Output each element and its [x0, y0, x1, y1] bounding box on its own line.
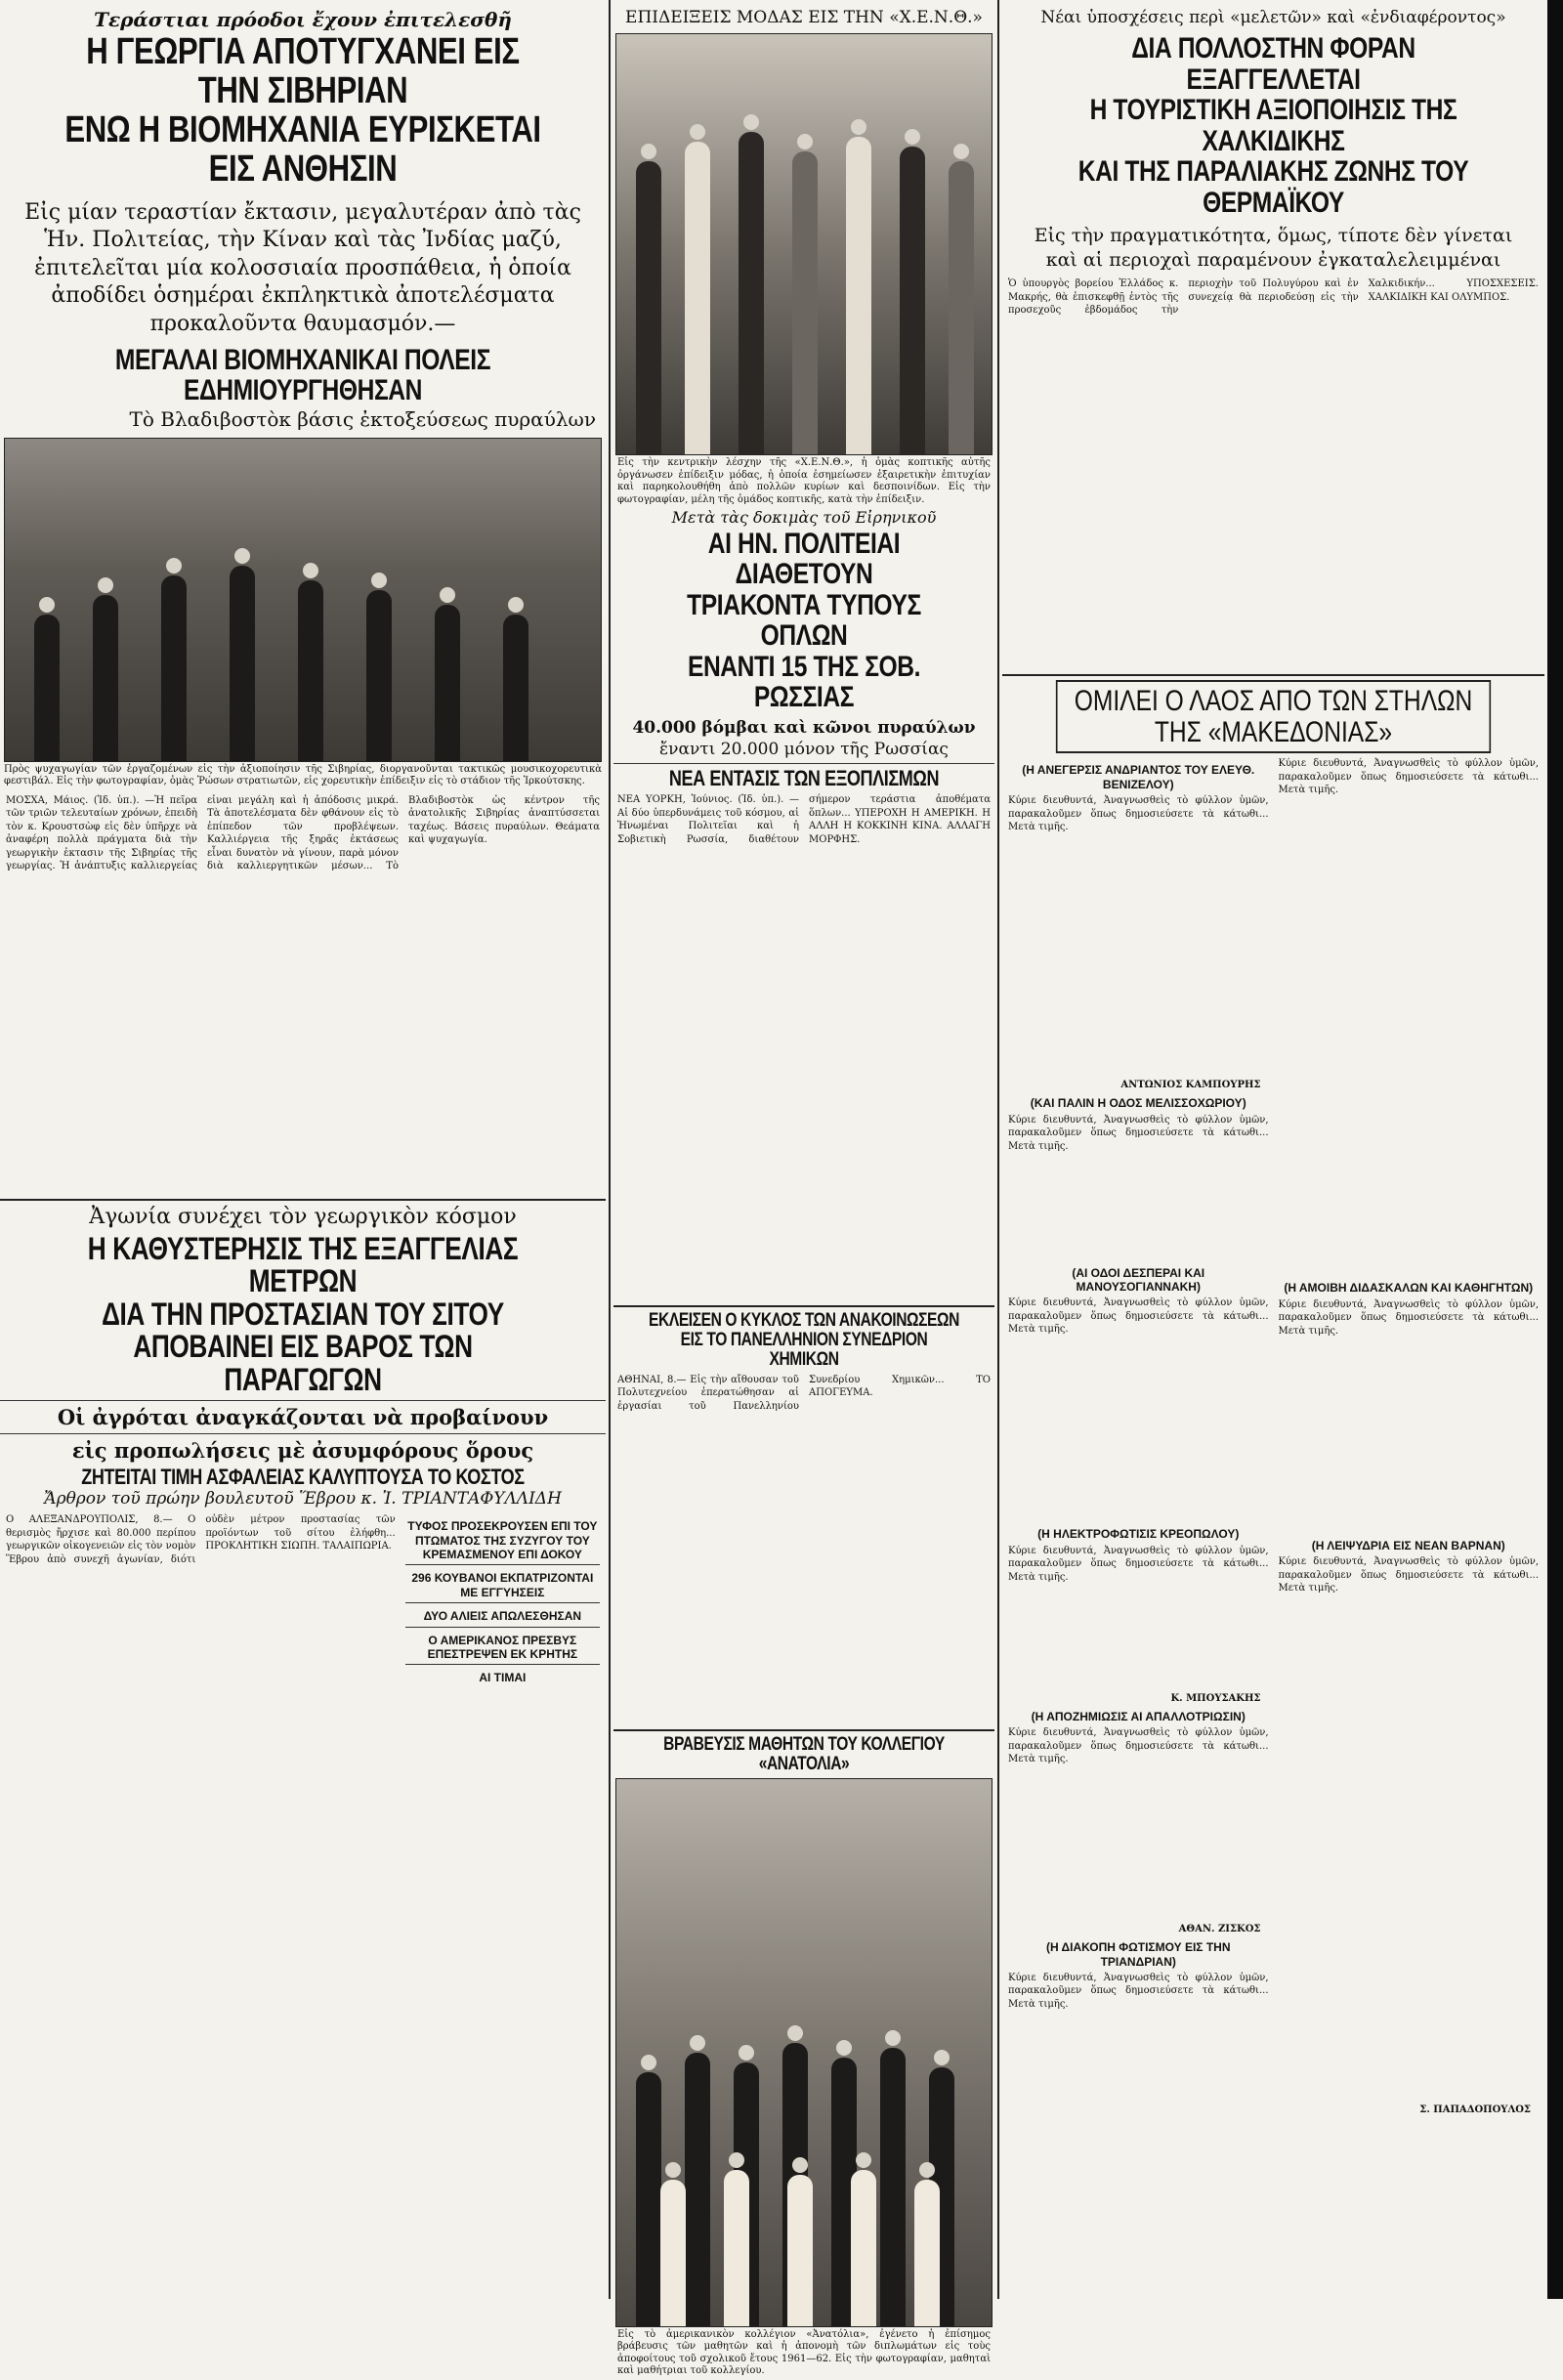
article-weapons-body: ΝΕΑ ΥΟΡΚΗ, Ἰούνιος. (Ἰδ. ὑπ.). — Αἱ δύο ὑπερδυνάμεις τοῦ κόσμου, αἱ Ἡνωμέναι Πολιτεῖαι καὶ ἡ Σοβιετικὴ Ρωσσία, διαθέτουν σήμερον τεράστια ἀποθέματα ὅπλων... ΥΠΕΡΟΧΗ Η ΑΜΕΡΙΚΗ. Η ΑΛΛΗ Η ΚΟΚΚΙΝΗ ΚΙΝΑ. ΑΛΛΑΓΗ ΜΟΡΦΗΣ. [617, 794, 991, 845]
kicker-siberia: Τεράστιαι πρόοδοι ἔχουν ἐπιτελεσθῆ [94, 8, 512, 31]
letters-list-body: Κύριε διευθυντά, Ἀναγνωσθεὶς τὸ φύλλον ὑμῶν, παρακαλοῦμεν ὅπως δημοσιεύσετε τὰ κάτωθι... Μετὰ τιμῆς. [1278, 758, 1539, 796]
right-column [1002, 0, 1544, 2299]
headline-tourism-3: ΚΑΙ ΤΗΣ ΠΑΡΑΛΙΑΚΗΣ ΖΩΝΗΣ ΤΟΥ ΘΕΡΜΑΪΚΟΥ [1077, 155, 1469, 219]
headline-readers-letters: ΟΜΙΛΕΙ Ο ΛΑΟΣ ΑΠΟ ΤΩΝ ΣΤΗΛΩΝ ΤΗΣ «ΜΑΚΕΔΟΝΙΑΣ» [1056, 680, 1491, 753]
letter-teachers-title: (Η ΑΜΟΙΒΗ ΔΙΔΑΣΚΑΛΩΝ ΚΑΙ ΚΑΘΗΓΗΤΩΝ) [1284, 1281, 1534, 1296]
letter-compensation-signature: ΑΘΑΝ. ΖΙΣΚΟΣ [1178, 1924, 1261, 1935]
letter-venizelos-body: Κύριε διευθυντά, Ἀναγνωσθεὶς τὸ φύλλον ὑμῶν, παρακαλοῦμεν ὅπως δημοσιεύσετε τὰ κάτωθι... Μετὰ τιμῆς. [1008, 795, 1269, 833]
headline-weapons-1: ΑΙ ΗΝ. ΠΟΛΙΤΕΙΑΙ ΔΙΑΘΕΤΟΥΝ [707, 527, 901, 591]
headline-wheat-2: ΔΙΑ ΤΗΝ ΠΡΟΣΤΑΣΙΑΝ ΤΟΥ ΣΙΤΟΥ [102, 1296, 504, 1332]
headline-siberia-1: Η ΓΕΩΡΓΙΑ ΑΠΟΤΥΓΧΑΝΕΙ ΕΙΣ ΤΗΝ ΣΙΒΗΡΙΑΝ [86, 31, 520, 111]
brief-fishermen-title: ΔΥΟ ΑΛΙΕΙΣ ΑΠΩΛΕΣΘΗΣΑΝ [423, 1609, 582, 1624]
headline-weapons-2: ΤΡΙΑΚΟΝΤΑ ΤΥΠΟΥΣ ΟΠΛΩΝ [687, 588, 921, 653]
headline-anatolia: ΒΡΑΒΕΥΣΙΣ ΜΑΘΗΤΩΝ ΤΟΥ ΚΟΛΛΕΓΙΟΥ «ΑΝΑΤΟΛΙΑ» [663, 1733, 945, 1774]
letter-lighting-title: (Η ΗΛΕΚΤΡΟΦΩΤΙΣΙΣ ΚΡΕΟΠΩΛΟΥ) [1037, 1527, 1240, 1542]
brief-prices-title: ΑΙ ΤΙΜΑΙ [479, 1671, 527, 1685]
headline-armament: ΝΕΑ ΕΝΤΑΣΙΣ ΤΩΝ ΕΞΟΠΛΙΣΜΩΝ [668, 765, 940, 790]
headline-insurance-price: ΖΗΤΕΙΤΑΙ ΤΙΜΗ ΑΣΦΑΛΕΙΑΣ ΚΑΛΥΠΤΟΥΣΑ ΤΟ ΚΟΣΤΟΣ [81, 1465, 525, 1490]
middle-column [613, 0, 994, 2377]
headline-chemists-1: ΕΚΛΕΙΣΕΝ Ο ΚΥΚΛΟΣ ΤΩΝ ΑΝΑΚΟΙΝΩΣΕΩΝ [649, 1310, 959, 1332]
photo-fashion-show [615, 33, 993, 455]
byline-triantafyllidis: Ἄρθρον τοῦ πρώην βουλευτοῦ Ἕβρου κ. Ἰ. ΤΡΙΑΝΤΑΦΥΛΛΙΔΗ [44, 1489, 562, 1509]
letter-roads-body: Κύριε διευθυντά, Ἀναγνωσθεὶς τὸ φύλλον ὑμῶν, παρακαλοῦμεν ὅπως δημοσιεύσετε τὰ κάτωθι... Μετὰ τιμῆς. [1008, 1297, 1269, 1336]
brief-typhus-title: ΤΥΦΟΣ ΠΡΟΣΕΚΡΟΥΣΕΝ ΕΠΙ ΤΟΥ ΠΤΩΜΑΤΟΣ ΤΗΣ ΣΥΖΥΓΟΥ ΤΟΥ ΚΡΕΜΑΣΜΕΝΟΥ ΕΠΙ ΔΟΚΟΥ [407, 1519, 598, 1562]
caption-fashion-show: Εἰς τὴν κεντρικὴν λέσχην τῆς «Χ.Ε.Ν.Θ.», ἡ ὁμὰς κοπτικῆς αὐτῆς ὀργάνωσεν ἐπίδειξιν μόδας, ἡ ὁποία ἐσημείωσεν ἐξαιρετικὴν ἐπιτυχίαν καὶ παρηκολουθήθη ἀπὸ πολλῶν κυρίων καὶ δεσποινίδων. Εἰς τὴν φωτογραφίαν, μέλη τῆς ὁμάδος κοπτικῆς, κατὰ τὴν ἐπίδειξιν. [617, 457, 991, 505]
headline-siberia-2: ΕΝΩ Η ΒΙΟΜΗΧΑΝΙΑ ΕΥΡΙΣΚΕΤΑΙ ΕΙΣ ΑΝΘΗΣΙΝ [64, 108, 541, 190]
article-chemists-body: ΑΘΗΝΑΙ, 8.— Εἰς τὴν αἴθουσαν τοῦ Πολυτεχνείου ἐπερατώθησαν αἱ ἐργασίαι τοῦ Πανελληνίου Συνεδρίου Χημικῶν... ΤΟ ΑΠΟΓΕΥΜΑ. [617, 1374, 991, 1412]
brief-ambassador-title: Ο ΑΜΕΡΙΚΑΝΟΣ ΠΡΕΣΒΥΣ ΕΠΕΣΤΡΕΨΕΝ ΕΚ ΚΡΗΤΗΣ [427, 1633, 578, 1662]
letter-varna-body: Κύριε διευθυντά, Ἀναγνωσθεὶς τὸ φύλλον ὑμῶν, παρακαλοῦμεν ὅπως δημοσιεύσετε τὰ κάτωθι... Μετὰ τιμῆς. [1278, 1556, 1539, 1594]
headline-wheat-3: ΑΠΟΒΑΙΝΕΙ ΕΙΣ ΒΑΡΟΣ ΤΩΝ ΠΑΡΑΓΩΓΩΝ [133, 1329, 473, 1397]
scan-edge [1547, 0, 1563, 2299]
letter-compensation-body: Κύριε διευθυντά, Ἀναγνωσθεὶς τὸ φύλλον ὑμῶν, παρακαλοῦμεν ὅπως δημοσιεύσετε τὰ κάτωθι... Μετὰ τιμῆς. [1008, 1727, 1269, 1765]
column-rule-2 [997, 0, 999, 2299]
kicker-farmers: Ἀγωνία συνέχει τὸν γεωργικὸν κόσμον [89, 1204, 517, 1229]
left-column [0, 0, 606, 2299]
deck-bombs-1: 40.000 βόμβαι καὶ κῶνοι πυραύλων [632, 717, 976, 738]
caption-soldiers-dance: Πρὸς ψυχαγωγίαν τῶν ἐργαζομένων εἰς τὴν ἀξιοποίησιν τῆς Σιβηρίας, διοργανοῦνται τακτικῶς μουσικοχορευτικὰ φεστιβάλ. Εἰς τὴν φωτογραφίαν, ὁμὰς Ῥώσων στρατιωτῶν, εἰς χορευτικὴν ἐπίδειξιν εἰς τὸ στάδιον τῆς Ἰρκούτσκης. [4, 763, 602, 787]
headline-weapons-3: ΕΝΑΝΤΙ 15 ΤΗΣ ΣΟΒ. ΡΩΣΣΙΑΣ [687, 650, 921, 714]
headline-tourism-2: Η ΤΟΥΡΙΣΤΙΚΗ ΑΞΙΟΠΟΙΗΣΙΣ ΤΗΣ ΧΑΛΚΙΔΙΚΗΣ [1089, 94, 1457, 157]
letter-melissochori-body: Κύριε διευθυντά, Ἀναγνωσθεὶς τὸ φύλλον ὑμῶν, παρακαλοῦμεν ὅπως δημοσιεύσετε τὰ κάτωθι... Μετὰ τιμῆς. [1008, 1114, 1269, 1152]
letter-lighting-signature: Κ. ΜΠΟΥΣΑΚΗΣ [1170, 1692, 1261, 1704]
photo-soldiers-dance [4, 438, 602, 762]
subline-vladivostok: Τὸ Βλαδιβοστὸκ βάσις ἐκτοξεύσεως πυραύλων [129, 406, 596, 431]
briefs-column [405, 1513, 600, 2354]
deck-presales-2: εἰς προπωλήσεις μὲ ἀσυμφόρους ὅρους [71, 1437, 534, 1463]
kicker-promises: Νέαι ὑποσχέσεις περὶ «μελετῶν» καὶ «ἐνδιαφέροντος» [1040, 8, 1506, 27]
headline-industrial-cities: ΜΕΓΑΛΑΙ ΒΙΟΜΗΧΑΝΙΚΑΙ ΠΟΛΕΙΣ ΕΔΗΜΙΟΥΡΓΗΘΗΣΑΝ [114, 343, 491, 407]
photo-anatolia-students [615, 1778, 993, 2327]
letters-column-a [1008, 757, 1269, 2157]
letter-melissochori-title: (ΚΑΙ ΠΑΛΙΝ Η ΟΔΟΣ ΜΕΛΙΣΣΟΧΩΡΙΟΥ) [1030, 1096, 1246, 1111]
article-tourism-body: Ὁ ὑπουργὸς βορείου Ἑλλάδος κ. Μακρής, θὰ ἐπισκεφθῇ ἐντὸς τῆς προσεχοῦς ἑβδομάδος τὴν περιοχὴν τοῦ Πολυγύρου καὶ ἐν συνεχείᾳ θὰ περιοδεύσῃ εἰς τὴν Χαλκιδικήν... ΥΠΟΣΧΕΣΕΙΣ. ΧΑΛΚΙΔΙΚΗ ΚΑΙ ΟΛΥΜΠΟΣ. [1008, 278, 1539, 317]
letter-triandria-title: (Η ΔΙΑΚΟΠΗ ΦΩΤΙΣΜΟΥ ΕΙΣ ΤΗΝ ΤΡΙΑΝΔΡΙΑΝ) [1046, 1940, 1231, 1969]
column-rule-1 [609, 0, 611, 2299]
article-wheat-body: Ο ΑΛΕΞΑΝΔΡΟΥΠΟΛΙΣ, 8.— Ο θερισμὸς ἤρχισε καὶ 80.000 περίπου γεωργικῶν οἰκογενειῶν εἰς τὸν νομὸν Ἕβρου ἀπὸ συνεχῆ ἀγωνίαν, διότι οὐδὲν μέτρον προστασίας τῶν προϊόντων τοῦ σίτου ἐλήφθη... ΠΡΟΚΛΗΤΙΚΗ ΣΙΩΠΗ. ΤΑΛΑΙΠΩΡΙΑ. [6, 1514, 396, 1565]
letter-varna-signature: Σ. ΠΑΠΑΔΟΠΟΥΛΟΣ [1419, 2104, 1531, 2116]
letter-compensation-title: (Η ΑΠΟΖΗΜΙΩΣΙΣ ΑΙ ΑΠΑΛΛΟΤΡΙΩΣΙΝ) [1031, 1709, 1246, 1723]
article-siberia-body: ΜΟΣΧΑ, Μάιος. (Ἰδ. ὑπ.). —Ἡ πεῖρα τῶν τριῶν τελευταίων χρόνων, ἐπειδὴ τὸν κ. Κρουστσὼφ εἰς δὲν ὑπῆρχε νὰ ἀναφέρη πολλὰ πράγματα διὰ τὴν γεωργικὴν ἐκτασιν τῆς Σιβηρίας τῆς γεωργίας. Ἡ ἀνάπτυξις καλλιεργείας εἶναι μεγάλη καὶ ἡ ἀπόδοσις μικρά. Τὰ ἀποτελέσματα δὲν φθάνουν εἰς τὸ ἐπίπεδον τῶν προβλέψεων. Καλλιέργεια τῆς ξηρᾶς ἐκτάσεως εἶναι δυνατὸν νὰ γίνουν, παρὰ μόνον διὰ καλλιεργητικῶν μέσων... Τὸ Βλαδιβοστὸκ ὡς κέντρον τῆς ἀνατολικῆς Σιβηρίας ἀναπτύσσεται ταχέως. Βάσεις πυραύλων. Θεάματα καὶ ψυχαγωγία. [6, 794, 600, 872]
deck-siberia: Εἰς μίαν τεραστίαν ἔκτασιν, μεγαλυτέραν ἀπὸ τὰς Ἡν. Πολιτείας, τὴν Κίναν καὶ τὰς Ἰνδίας μαζύ, ἐπιτελεῖται μία κολοσσιαία προσπάθεια, ἡ ὁποία ἀποδίδει ὁσημέραι ἐκπληκτικὰ ἀποτελέσματα προκαλοῦντα θαυμασμόν.— [24, 199, 581, 336]
headline-chemists-2: ΕΙΣ ΤΟ ΠΑΝΕΛΛΗΝΙΟΝ ΣΥΝΕΔΡΙΟΝ ΧΗΜΙΚΩΝ [680, 1330, 928, 1370]
deck-tourism-1: Εἰς τὴν πραγματικότητα, ὅμως, τίποτε δὲν γίνεται [1034, 225, 1513, 246]
deck-bombs-2: ἔναντι 20.000 μόνον τῆς Ρωσσίας [659, 739, 949, 759]
letter-roads-title: (ΑΙ ΟΔΟΙ ΔΕΣΠΕΡΑΙ ΚΑΙ ΜΑΝΟΥΣΟΓΙΑΝΝΑΚΗ) [1072, 1265, 1205, 1294]
headline-tourism-1: ΔΙΑ ΠΟΛΛΟΣΤΗΝ ΦΟΡΑΝ ΕΞΑΓΓΕΛΛΕΤΑΙ [1131, 32, 1415, 96]
kicker-fashion: ΕΠΙΔΕΙΞΕΙΣ ΜΟΔΑΣ ΕΙΣ ΤΗΝ «Χ.Ε.Ν.Θ.» [625, 8, 983, 27]
letter-lighting-body: Κύριε διευθυντά, Ἀναγνωσθεὶς τὸ φύλλον ὑμῶν, παρακαλοῦμεν ὅπως δημοσιεύσετε τὰ κάτωθι... Μετὰ τιμῆς. [1008, 1545, 1269, 1583]
letter-triandria-body: Κύριε διευθυντά, Ἀναγνωσθεὶς τὸ φύλλον ὑμῶν, παρακαλοῦμεν ὅπως δημοσιεύσετε τὰ κάτωθι... Μετὰ τιμῆς. [1008, 1972, 1269, 2010]
letter-venizelos-signature: ΑΝΤΩΝΙΟΣ ΚΑΜΠΟΥΡΗΣ [1120, 1080, 1261, 1091]
deck-presales-1: Οἱ ἀγρόται ἀναγκάζονται νὰ προβαίνουν [57, 1404, 549, 1429]
deck-tourism-2: καὶ αἱ περιοχαὶ παραμένουν ἐγκαταλελειμμέναι [1045, 248, 1501, 271]
letter-venizelos-title: (Η ΑΝΕΓΕΡΣΙΣ ΑΝΔΡΙΑΝΤΟΣ ΤΟΥ ΕΛΕΥΘ. ΒΕΝΙΖΕΛΟΥ) [1022, 763, 1255, 791]
kicker-pacific-tests: Μετὰ τὰς δοκιμὰς τοῦ Εἰρηνικοῦ [671, 508, 937, 527]
letters-column-b [1279, 757, 1540, 2157]
brief-cubans-title: 296 ΚΟΥΒΑΝΟΙ ΕΚΠΑΤΡΙΖΟΝΤΑΙ ΜΕ ΕΓΓΥΗΣΕΙΣ [411, 1571, 594, 1599]
caption-anatolia-students: Εἰς τὸ ἀμερικανικὸν κολλέγιον «Ἀνατόλια», ἐγένετο ἡ ἐπίσημος βράβευσις τῶν μαθητῶν καὶ ἡ ἀπονομὴ τῶν διπλωμάτων εἰς τοὺς ἀποφοίτους τοῦ σχολικοῦ ἔτους 1961—62. Εἰς τὴν φωτογραφίαν, μαθηταὶ καὶ μαθήτριαι τοῦ κολλεγίου. [617, 2328, 991, 2377]
letter-teachers-body: Κύριε διευθυντά, Ἀναγνωσθεὶς τὸ φύλλον ὑμῶν, παρακαλοῦμεν ὅπως δημοσιεύσετε τὰ κάτωθι... Μετὰ τιμῆς. [1278, 1298, 1539, 1337]
headline-wheat-1: Η ΚΑΘΥΣΤΕΡΗΣΙΣ ΤΗΣ ΕΞΑΓΓΕΛΙΑΣ ΜΕΤΡΩΝ [87, 1230, 519, 1299]
letter-varna-title: (Η ΛΕΙΨΥΔΡΙΑ ΕΙΣ ΝΕΑΝ ΒΑΡΝΑΝ) [1311, 1538, 1505, 1552]
